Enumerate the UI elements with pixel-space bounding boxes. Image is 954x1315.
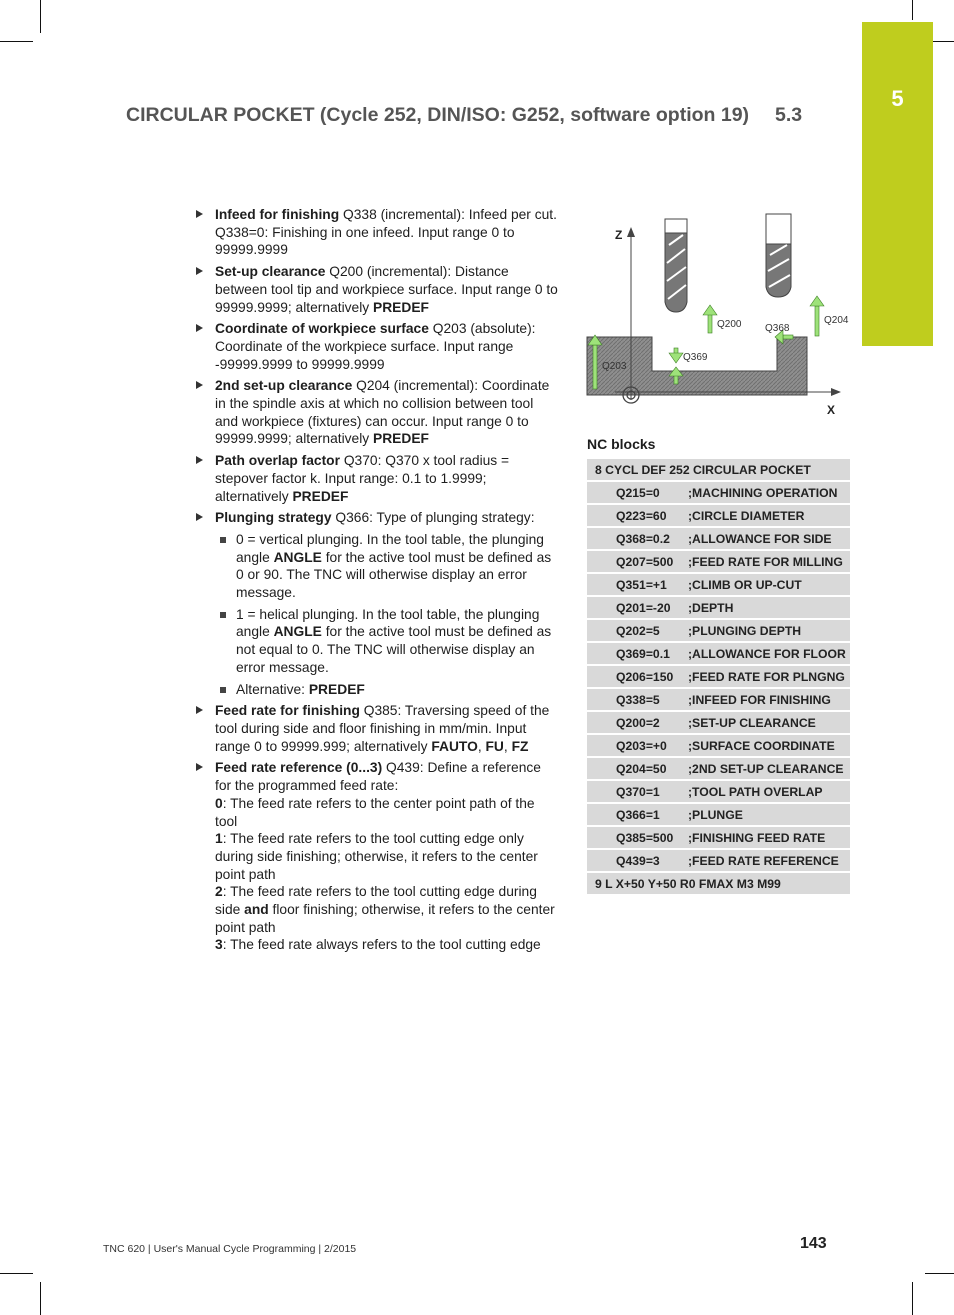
nc-code: Q201=-20: [616, 601, 671, 615]
triangle-bullet-icon: [196, 381, 203, 389]
nc-row: [587, 574, 850, 597]
param-item: [192, 320, 558, 373]
separator: ,: [503, 738, 512, 754]
nc-row: [587, 850, 850, 873]
param-text: Q439: Define a reference for the programmed feed rate:: [215, 760, 541, 794]
nc-comment: ;INFEED FOR FINISHING: [688, 693, 831, 707]
param-bold-tail: PREDEF: [292, 488, 349, 504]
chapter-number: 5: [891, 86, 904, 111]
option-key: 1: [215, 831, 223, 847]
option-text: floor finishing; otherwise, it refers to the center point path: [215, 902, 555, 935]
separator: ,: [477, 738, 486, 754]
param-text: Q204 (incremental): Coordinate in the spindle axis at which no collision between tool and workpiece (fixtures) can occur. Input range 0 to 99999.9999; alternatively: [215, 378, 550, 447]
nc-comment: ;SET-UP CLEARANCE: [688, 716, 816, 730]
param-text: Q366: Type of plunging strategy:: [331, 510, 535, 526]
nc-comment: ;MACHINING OPERATION: [688, 486, 838, 500]
param-name: Set-up clearance: [215, 264, 326, 280]
square-bullet-icon: [220, 612, 226, 618]
crop-mark: [40, 0, 41, 33]
pocket-diagram: [585, 205, 853, 420]
nc-code: Q203=+0: [616, 739, 667, 753]
nc-row: [587, 804, 850, 827]
param-keyword: FU: [485, 738, 504, 754]
option-keyword: ANGLE: [273, 624, 322, 640]
option-text: 1 = helical plunging. In the tool table, the plunging angle: [236, 606, 540, 640]
param-text: Q385: Traversing speed of the tool during side and floor finishing in mm/min. Input range 0 to 99999.999; alternatively: [215, 703, 550, 754]
param-text: Q203 (absolute): Coordinate of the workpiece surface. Input range -99999.9999 to 99999.9999: [215, 321, 536, 372]
param-name: Plunging strategy: [215, 510, 332, 526]
nc-comment: ;TOOL PATH OVERLAP: [688, 785, 823, 799]
parameter-list: [192, 206, 558, 958]
param-keyword: FAUTO: [431, 738, 478, 754]
label-q200: Q200: [717, 319, 742, 330]
option-text: : The feed rate refers to the center point path of the tool: [215, 795, 535, 829]
footer-text: TNC 620 | User's Manual Cycle Programming | 2/2015: [103, 1243, 357, 1255]
nc-row: [587, 827, 850, 850]
triangle-bullet-icon: [196, 456, 203, 464]
nc-code: Q200=2: [616, 716, 660, 730]
nc-row: [587, 689, 850, 712]
option-text: 0 = vertical plunging. In the tool table, the plunging angle: [236, 531, 544, 565]
nc-code: Q369=0.1: [616, 647, 670, 661]
nc-code: Q439=3: [616, 854, 660, 868]
option-keyword: PREDEF: [308, 681, 365, 697]
nc-code: Q206=150: [616, 670, 674, 684]
q369-arrow-lower: [674, 375, 678, 384]
nc-code: Q223=60: [616, 509, 667, 523]
option-text: : The feed rate refers to the tool cutting edge only during side finishing; otherwise, it refers to the center point path: [215, 831, 538, 882]
label-q368: Q368: [765, 323, 790, 334]
nc-comment: ;FEED RATE FOR MILLING: [688, 555, 843, 569]
header-title: CIRCULAR POCKET (Cycle 252, DIN/ISO: G252, software option 19): [126, 104, 750, 126]
param-item: [192, 759, 558, 954]
axis-label-x: X: [827, 403, 836, 417]
z-axis-arrow: [627, 227, 635, 237]
triangle-bullet-icon: [196, 324, 203, 332]
square-bullet-icon: [220, 687, 226, 693]
param-item: [192, 509, 558, 527]
param-bold-tail: PREDEF: [373, 299, 429, 315]
nc-code: Q204=50: [616, 762, 667, 776]
nc-row: [587, 758, 850, 781]
nc-row: [587, 620, 850, 643]
nc-code: Q351=+1: [616, 578, 667, 592]
param-name: Infeed for finishing: [215, 207, 340, 222]
crop-mark: [912, 0, 913, 20]
tool-shank: [665, 219, 687, 233]
q203-arrow: [593, 345, 597, 389]
param-name: Feed rate reference (0...3): [215, 760, 383, 776]
nc-block-first: 8 CYCL DEF 252 CIRCULAR POCKET: [587, 459, 850, 482]
nc-blocks-table: [587, 459, 850, 896]
crop-mark: [0, 41, 33, 42]
param-name: 2nd set-up clearance: [215, 378, 353, 394]
option-text: : The feed rate refers to the tool cutting edge during side: [215, 884, 537, 918]
nc-blocks-title: NC blocks: [587, 436, 656, 452]
param-item: [192, 377, 558, 448]
option-text: : The feed rate always refers to the tool cutting edge: [222, 937, 541, 953]
page-number: 143: [800, 1235, 827, 1252]
param-item: [192, 206, 558, 259]
nc-row: [587, 781, 850, 804]
nc-row: [587, 551, 850, 574]
param-item: [192, 452, 558, 505]
param-text: Q338 (incremental): Infeed per cut. Q338=0: Finishing in one infeed. Input range 0 to 99999.9999: [215, 207, 557, 258]
q204-arrow: [815, 306, 819, 336]
option-text: for the active tool must be defined as 0 or 90. The TNC will otherwise display an error message.: [236, 549, 552, 601]
label-q369: Q369: [683, 352, 708, 363]
option-keyword: and: [244, 902, 269, 918]
nc-comment: ;PLUNGE: [688, 808, 743, 822]
crop-mark: [912, 1282, 913, 1315]
nc-comment: ;PLUNGING DEPTH: [688, 624, 802, 638]
nc-comment: ;2ND SET-UP CLEARANCE: [688, 762, 844, 776]
nc-row: [587, 735, 850, 758]
param-item: [192, 263, 558, 316]
nc-row: [587, 528, 850, 551]
param-keyword: FZ: [511, 738, 529, 754]
param-name: Coordinate of workpiece surface: [215, 321, 429, 337]
nc-row: [587, 712, 850, 735]
page-header: [126, 104, 802, 127]
option-text: Alternative:: [236, 681, 309, 697]
tool-shank: [766, 214, 791, 244]
label-q203: Q203: [602, 361, 627, 372]
triangle-bullet-icon: [196, 513, 203, 521]
nc-code: Q366=1: [616, 808, 660, 822]
param-name: Feed rate for finishing: [215, 703, 360, 719]
nc-code: Q370=1: [616, 785, 660, 799]
nc-code: Q202=5: [616, 624, 660, 638]
triangle-bullet-icon: [196, 706, 203, 714]
nc-comment: ;FINISHING FEED RATE: [688, 831, 826, 845]
nc-row: [587, 505, 850, 528]
triangle-bullet-icon: [196, 210, 203, 218]
nc-code: Q385=500: [616, 831, 674, 845]
header-section: 5.3: [775, 104, 803, 126]
nc-code: Q338=5: [616, 693, 660, 707]
option-keyword: ANGLE: [273, 549, 322, 565]
nc-code: Q207=500: [616, 555, 674, 569]
square-bullet-icon: [220, 537, 226, 543]
plunge-option: [192, 681, 558, 699]
nc-rows: [587, 482, 850, 873]
nc-block-last: 9 L X+50 Y+50 R0 FMAX M3 M99: [587, 873, 850, 896]
option-text: for the active tool must be defined as not equal to 0. The TNC will otherwise display an error message.: [236, 624, 552, 675]
nc-comment: ;SURFACE COORDINATE: [688, 739, 835, 753]
axis-label-z: Z: [615, 228, 623, 242]
nc-comment: ;ALLOWANCE FOR SIDE: [688, 532, 832, 546]
nc-comment: ;CLIMB OR UP-CUT: [688, 578, 802, 592]
param-bold-tail: PREDEF: [373, 431, 429, 447]
option-key: 3: [215, 937, 223, 953]
triangle-bullet-icon: [196, 267, 203, 275]
param-text: Q370: Q370 x tool radius = stepover factor k. Input range: 0.1 to 1.9999; alternatively: [215, 453, 510, 504]
triangle-bullet-icon: [196, 763, 203, 771]
plunge-option: [192, 531, 558, 602]
option-key: 0: [215, 795, 223, 811]
chapter-tab: [862, 22, 933, 346]
nc-row: [587, 482, 850, 505]
x-axis-arrow: [831, 388, 841, 396]
nc-comment: ;FEED RATE FOR PLNGNG: [688, 670, 845, 684]
crop-mark: [40, 1282, 41, 1315]
nc-code: Q368=0.2: [616, 532, 670, 546]
crop-mark: [925, 1273, 954, 1274]
label-q204: Q204: [824, 315, 849, 326]
param-item: [192, 702, 558, 755]
nc-code: Q215=0: [616, 486, 660, 500]
nc-comment: ;CIRCLE DIAMETER: [688, 509, 805, 523]
param-text: Q200 (incremental): Distance between tool tip and workpiece surface. Input range 0 to 99999.9999; alternatively: [215, 264, 558, 315]
param-name: Path overlap factor: [215, 453, 340, 469]
nc-row: [587, 643, 850, 666]
nc-comment: ;ALLOWANCE FOR FLOOR: [688, 647, 846, 661]
tool-body: [665, 233, 687, 312]
nc-row: [587, 597, 850, 620]
nc-row: [587, 666, 850, 689]
plunge-option: [192, 606, 558, 677]
option-key: 2: [215, 884, 223, 900]
q368-arrow: [783, 335, 793, 339]
crop-mark: [0, 1273, 33, 1274]
nc-comment: ;FEED RATE REFERENCE: [688, 854, 839, 868]
nc-comment: ;DEPTH: [688, 601, 734, 615]
